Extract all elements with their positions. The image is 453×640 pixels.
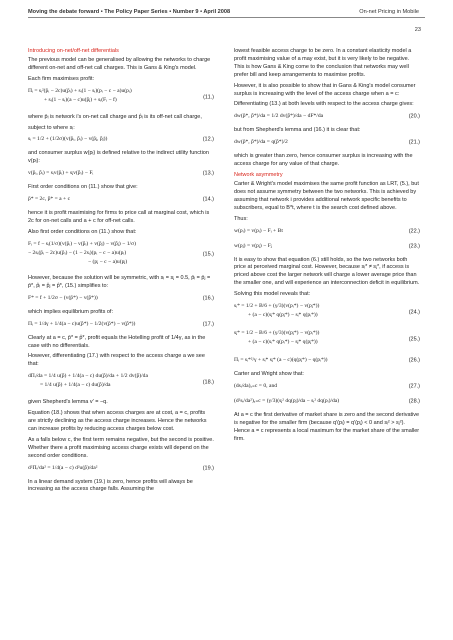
paragraph: Each firm maximises profit:: [28, 75, 95, 82]
equation-number: (12.): [202, 136, 214, 143]
equation-number: (25.): [408, 336, 420, 343]
equation-line: Πᵢ = sᵢ*²/γ + sᵢ* sⱼ* (a − c)(q(pⱼ*) − q(pᵢ*)): [234, 357, 328, 364]
paragraph: It is easy to show that equation (6.) still holds, so the two networks both price at perceived marginal cost. However, because sᵢ* ≠ sⱼ*, if access is priced above cost the larger network will charge a lower average price than the smaller one, and will experience an interconnection deficit in equilibrium.: [234, 256, 420, 287]
paragraph: Carter & Wright's model maximises the same profit function as LRT, (5.), but does not assume symmetry between the two networks. This is achieved by assuming that network i provides additional network specific benefits to subscribers, equal to B*t, where t is the search cost defined above.: [234, 180, 419, 211]
paragraph: which is greater than zero, hence consumer surplus is increasing with the access charge for any value of that charge.: [234, 153, 413, 168]
paragraph: Also first order conditions on (11.) show that:: [28, 228, 137, 235]
equation-number: (19.): [202, 465, 214, 472]
equation-17: [28, 320, 214, 330]
equation-number: (20.): [408, 113, 420, 120]
equation-line: sⱼ* = 1/2 − B/6 + (γ/3)(v(pⱼ*) − v(pᵢ*)): [234, 330, 320, 337]
equation-line: sᵢ* = 1/2 + B/6 + (γ/3)(v(pᵢ*) − v(pⱼ*)): [234, 303, 320, 310]
equation-24: [234, 302, 420, 324]
paragraph: The previous model can be generalised by allowing the networks to charge different on-net and off-net call charges. This is Gans & King's model.: [28, 56, 211, 71]
equation-line: w(pⱼ) = v(pⱼ) − Fⱼ: [234, 242, 272, 249]
equation-number: (15.): [202, 251, 214, 258]
paragraph: As a falls below c, the first term remains negative, but the second is positive. Whether there a profit maximising access charge exists will depend on the second order conditions.: [28, 436, 214, 459]
equation-18: [28, 372, 214, 394]
equation-19: [28, 464, 214, 474]
equation-line: − 2sᵢ(p̄ᵢ − 2c)u(p̄ᵢ) − (1 − 2sᵢ)(pᵢ − c − a)u(pᵢ): [28, 249, 127, 256]
paragraph: but from Shepherd's lemma and (16.) it is clear that:: [234, 127, 361, 134]
equation-20: [234, 112, 420, 122]
paragraph: Equation (18.) shows that when access charges are at cost, a = c, profits are strictly declining as the access charge increases. Hence the networks can increase profits by reducing access charges below cost.: [28, 410, 207, 432]
page-number: 23: [414, 27, 421, 33]
equation-16: [28, 294, 214, 304]
running-title: Moving the debate forward • The Policy Paper Series • Number 9 • April 2008: [28, 9, 231, 15]
equation-line: d²Πᵢ/da² = 1/4(a − c) d²u(p̂)/da²: [28, 464, 98, 471]
equation-line: Fᵢ = f − sᵢ(1/σ)(v(p̄ᵢ) − v(p̂ᵢ) + v(p̄ⱼ) − v(p̂ⱼ) − 1/σ): [28, 240, 136, 247]
equation-25: [234, 329, 420, 351]
equation-number: (17.): [202, 321, 214, 328]
paragraph: First order conditions on (11.) show that give:: [28, 184, 138, 191]
equation-line: dw(p̄*, p̂*)/da = 1/2 dv(p̂*)/da − dF*/da: [234, 113, 324, 120]
paragraph: Thus:: [234, 215, 248, 222]
equation-line: sᵢ = 1/2 + (1/2σ)(v(p̄ᵢ, p̂ᵢ) − v(p̄ⱼ, p̂ⱼ)): [28, 136, 108, 143]
right-column: [234, 48, 420, 447]
equation-27: [234, 382, 420, 392]
equation-28: [234, 397, 420, 407]
equation-13: [28, 169, 214, 179]
equation-number: (22.): [408, 228, 420, 234]
equation-line: = 1/4 u(p̂) + 1/4(a − c) du(p̂)/da: [40, 382, 111, 389]
equation-line: Πᵢ = sᵢ²(p̄ᵢ − 2c)u(p̄ᵢ) + sᵢ(1 − sᵢ)(pᵢ − c − a)u(pᵢ): [28, 87, 132, 94]
paragraph: hence it is profit maximising for firms to price call at marginal cost, which is 2c for on-net calls and a + c for off-net calls.: [28, 210, 210, 225]
equation-number: (26.): [408, 357, 420, 364]
paragraph: However, it is also possible to show that in Gans & King's model consumer surplus is increasing with the level of the access charge when a = c:: [234, 82, 416, 97]
paragraph: However, because the solution will be symmetric, with sᵢ = sⱼ = 0.5, p̄ᵢ = p̄ⱼ = p̄*, p̂ᵢ = p̂ⱼ = p̂*, (15.) simplifies to:: [28, 274, 211, 289]
equation-26: [234, 356, 420, 366]
header-rule: [28, 17, 425, 18]
paragraph: Carter and Wright show that:: [234, 371, 304, 378]
equation-line: + (a − c)(sᵢ* q(pᵢ*) − sⱼ* q(pⱼ*)): [248, 339, 318, 346]
equation-number: (16.): [202, 295, 214, 302]
equation-number: (21.): [408, 139, 420, 146]
paragraph: and consumer surplus w(pᵢ) is defined relative to the indirect utility function v(pᵢ):: [28, 150, 209, 165]
equation-number: (13.): [202, 170, 214, 177]
equation-line: dw(p̄*, p̂*)/da = q(p̂*)/2: [234, 139, 288, 146]
paragraph: Solving this model reveals that:: [234, 291, 311, 298]
page-header: [0, 0, 453, 22]
paragraph: Differentiating (13.) at both levels with respect to the access charge gives:: [234, 101, 414, 108]
equation-line: (dsᵢ/da)ₐ₌c = 0, and: [234, 382, 278, 389]
equation-11: [28, 87, 214, 109]
equation-line: p̄* = 2c, p̂* = a + c: [28, 196, 71, 203]
equation-15: [28, 240, 214, 270]
paragraph: At a = c the first derivative of market share is zero and the second derivative is negative for the smaller firm (because q′(pᵢ) = q′(pⱼ) < 0 and sᵢ² > sⱼ²). Hence a = c represents a local maximum for the market share of the smaller firm.: [234, 411, 420, 442]
equation-22: [234, 227, 420, 237]
paragraph: In a linear demand system (19.) is zero, hence profits will always be increasing as the access charge falls. Assuming the: [28, 478, 193, 493]
equation-14: [28, 195, 214, 205]
equation-number: (18.): [202, 379, 214, 386]
equation-23: [234, 242, 420, 252]
equation-line: − (pⱼ − c − a)u(pⱼ): [88, 258, 128, 265]
equation-line: F* = f + 1/2σ − (v(p̄*) − v(p̂*)): [28, 294, 98, 301]
running-section: On-net Pricing in Mobile: [359, 9, 419, 15]
equation-12: [28, 135, 214, 145]
equation-number: (14.): [202, 196, 214, 203]
equation-line: (d²sᵢ/da²)ₐ₌c = (γ/3)(sⱼ² dq(pⱼ)/da − sᵢ² dq(pᵢ)/da): [234, 397, 340, 404]
equation-number: (11.): [203, 94, 214, 101]
paragraph: subject to where sᵢ:: [28, 124, 75, 131]
equation-21: [234, 138, 420, 148]
section-heading-on-net: Introducing on-net/off-net differentials: [28, 48, 119, 54]
equation-number: (27.): [408, 383, 420, 390]
paragraph: which implies equilibrium profits of:: [28, 308, 113, 315]
equation-number: (28.): [408, 398, 420, 405]
equation-line: v(p̄ᵢ, p̂ᵢ) = sᵢv(p̄ᵢ) + sⱼv(p̂ᵢ) − Fᵢ: [28, 170, 94, 177]
section-heading-asymmetry: Network asymmetry: [234, 172, 283, 179]
equation-line: + (a − c)(sⱼ* q(pⱼ*) − sᵢ* q(pᵢ*)): [248, 312, 318, 319]
paragraph: lowest feasible access charge to be zero. In a constant elasticity model a profit maximising value of a may exist, but it is very likely to be negative. This is how Gans & King come to the conclusion that networks may well prefer bill and keep arrangements to maximise profits.: [234, 48, 412, 78]
paragraph: where p̄ᵢ is network i's on-net call charge and p̂ᵢ is its off-net call charge,: [28, 113, 202, 120]
equation-number: (24.): [408, 309, 420, 316]
equation-number: (23.): [408, 243, 420, 249]
equation-line: + sᵢ(1 − sᵢ)(a − c)u(p̂ⱼ) + sᵢ(Fᵢ − f): [44, 96, 117, 103]
equation-line: Πᵢ = 1/4γ + 1/4(a − c)u(p̂*) − 1/2(v(p̄*) − v(p̂*)): [28, 320, 136, 327]
paragraph: given Shepherd's lemma v′ = −q.: [28, 399, 108, 406]
paragraph: However, differentiating (17.) with respect to the access charge a we see that:: [28, 353, 205, 368]
equation-line: dΠᵢ/da = 1/4 u(p̂) + 1/4(a − c) du(p̂)/da + 1/2 dv(p̂)/da: [28, 373, 148, 380]
left-column: [28, 48, 214, 497]
equation-line: w(pᵢ) = v(pᵢ) − Fᵢ + Bt: [234, 227, 283, 234]
paragraph: Clearly at a = c, p̄* = p̂*, profit equals the Hotelling profit of 1/4γ, as in the case with no differentials.: [28, 334, 206, 349]
